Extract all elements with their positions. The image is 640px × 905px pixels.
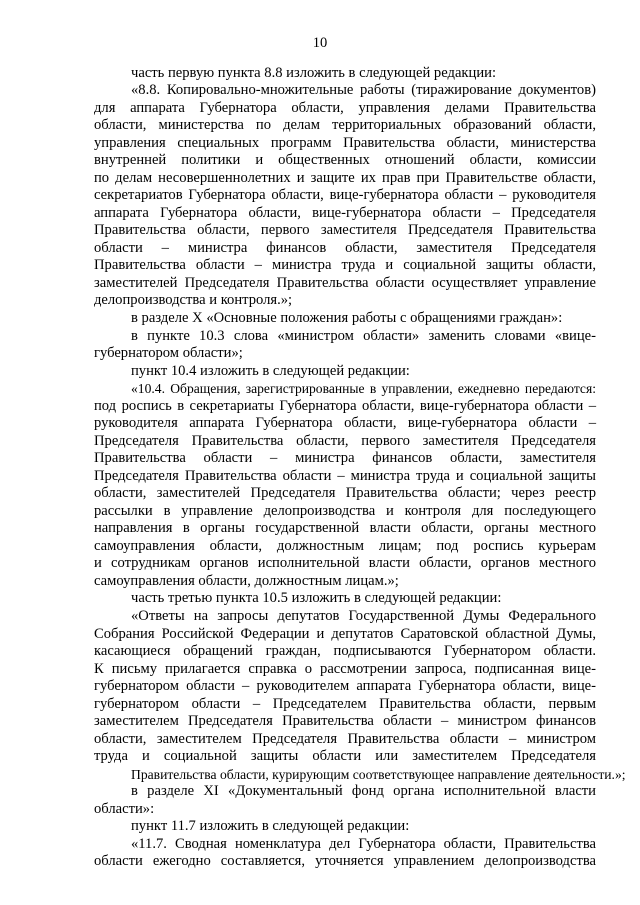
text-line: области»: bbox=[94, 800, 155, 817]
text-line: Председателя Правительства области, первого заместителя Председателя bbox=[94, 432, 596, 449]
text-line: К письму прилагается справка о рассмотрении запроса, подписанная вице- bbox=[94, 660, 596, 677]
text-line: Собрания Российской Федерации и депутатов Саратовской областной Думы, bbox=[94, 625, 596, 642]
text-line: области, заместителей Председателя Правительства области; через реестр bbox=[94, 485, 596, 502]
text-line: часть первую пункта 8.8 изложить в следующей редакции: bbox=[131, 64, 496, 81]
text-line: области – министра финансов области, заместителя Председателя bbox=[94, 239, 596, 256]
text-line: области ежегодно составляется, уточняется управлением делопроизводства bbox=[94, 853, 596, 870]
text-line: в разделе X «Основные положения работы с обращениями граждан»: bbox=[131, 309, 563, 326]
text-line: делопроизводства и контроля.»; bbox=[94, 292, 293, 309]
text-line: касающиеся обращений граждан, подписываются Губернатором области. bbox=[94, 643, 596, 659]
text-line: пункт 11.7 изложить в следующей редакции: bbox=[131, 818, 410, 835]
text-line: заместителей Председателя Правительства области осуществляет управление bbox=[94, 274, 596, 291]
text-line: области, заместителем Председателя Правительства области – министром bbox=[94, 730, 596, 747]
text-line: «11.7. Сводная номенклатура дел Губернатора области, Правительства bbox=[131, 835, 596, 852]
text-line: Председателя Правительства области – министра труда и социальной защиты bbox=[94, 467, 596, 484]
text-line: по делам несовершеннолетних и защите их прав при Правительстве области, bbox=[94, 169, 596, 186]
text-line: и сотрудникам органов исполнительной власти области, органов местного bbox=[94, 555, 596, 572]
text-line: губернатором области – Председателем Правительства области, первым bbox=[94, 695, 596, 712]
text-line: области, министерства по делам территориальных образований области, bbox=[94, 117, 596, 134]
text-line: пункт 10.4 изложить в следующей редакции: bbox=[131, 362, 410, 379]
text-line: «Ответы на запросы депутатов Государственной Думы Федерального bbox=[131, 607, 596, 624]
text-line: заместителем Председателя Правительства области – министром финансов bbox=[94, 713, 596, 730]
page-number: 10 bbox=[312, 35, 328, 51]
text-line: губернатором области – руководителем аппарата Губернатора области, вице- bbox=[94, 678, 596, 695]
text-line: губернатором области»; bbox=[94, 345, 243, 361]
text-line: управления специальных программ Правительства области, министерства bbox=[94, 134, 596, 151]
text-line: для аппарата Губернатора области, управления делами Правительства bbox=[94, 99, 596, 116]
text-line: в разделе XI «Документальный фонд органа исполнительной власти bbox=[131, 783, 596, 800]
text-line: направления в органы государственной власти области, органы местного bbox=[94, 520, 596, 537]
text-line: «10.4. Обращения, зарегистрированные в управлении, ежедневно передаются: bbox=[131, 381, 596, 396]
text-line: секретариатов Губернатора области, вице-губернатора области – руководителя bbox=[94, 187, 596, 204]
text-line: самоуправления области, должностным лицам; под роспись курьерам bbox=[94, 537, 596, 554]
text-line: самоуправления области, должностным лицам.»; bbox=[94, 572, 399, 589]
text-line: под роспись в секретариаты Губернатора области, вице-губернатора области – bbox=[94, 397, 596, 414]
text-line: часть третью пункта 10.5 изложить в следующей редакции: bbox=[131, 590, 502, 607]
text-line: «8.8. Копировально-множительные работы (тиражирование документов) bbox=[131, 82, 596, 98]
text-line: Правительства области, первого заместителя Председателя Правительства bbox=[94, 222, 596, 239]
text-line: Правительства области – министра финансов области, заместителя bbox=[94, 450, 596, 467]
text-line: в пункте 10.3 слова «министром области» заменить словами «вице- bbox=[131, 327, 596, 344]
text-line: внутренней политики и общественных отношений области, комиссии bbox=[94, 152, 596, 169]
text-line: руководителя аппарата Губернатора области, вице-губернатора области – bbox=[94, 415, 596, 432]
text-line: труда и социальной защиты области или заместителем Председателя bbox=[94, 748, 596, 765]
text-line: Правительства области, курирующим соответствующее направление деятельности.»; bbox=[131, 766, 626, 782]
text-line: Правительства области – министра труда и социальной защиты области, bbox=[94, 257, 596, 274]
text-line: аппарата Губернатора области, вице-губернатора области – Председателя bbox=[94, 204, 596, 221]
text-line: рассылки в управление делопроизводства и контроля для последующего bbox=[94, 502, 596, 519]
